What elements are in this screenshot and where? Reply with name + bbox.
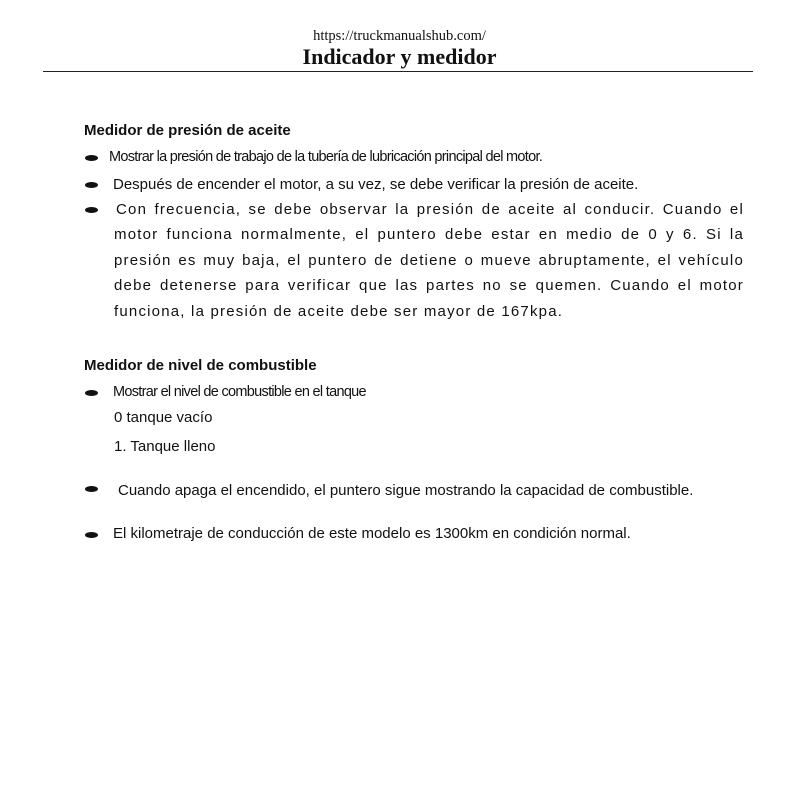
fuel-bullet-3: El kilometraje de conducción de este modelo es 1300km en condición normal. (113, 525, 631, 542)
bullet-icon (85, 390, 98, 396)
fuel-bullet-1: Mostrar el nivel de combustible en el tanque (113, 384, 366, 400)
page-title: Indicador y medidor (302, 44, 497, 69)
header-divider (43, 71, 753, 72)
fuel-level-full: 1. Tanque lleno (114, 438, 216, 455)
fuel-level-empty: 0 tanque vacío (114, 409, 213, 426)
oil-bullet-1: Mostrar la presión de trabajo de la tubería de lubricación principal del motor. (109, 149, 543, 165)
fuel-bullet-2: Cuando apaga el encendido, el puntero sigue mostrando la capacidad de combustible. (118, 482, 694, 499)
section-heading-fuel-level: Medidor de nivel de combustible (84, 357, 317, 374)
section-heading-oil-pressure: Medidor de presión de aceite (84, 122, 291, 139)
bullet-icon (85, 155, 98, 161)
oil-bullet-2: Después de encender el motor, a su vez, se debe verificar la presión de aceite. (113, 176, 639, 193)
bullet-icon (85, 532, 98, 538)
bullet-icon (85, 182, 98, 188)
oil-bullet-3: Con frecuencia, se debe observar la presión de aceite al conducir. Cuando el motor funciona normalmente, el puntero debe estar en medio de 0 y 6. Si la presión es muy baja, el puntero de detiene o mueve abruptamente, el vehículo debe detenerse para verificar que las partes no se quemen. Cuando el motor funciona, la presión de aceite debe ser mayor de 167kpa. (114, 201, 744, 320)
source-url[interactable]: https://truckmanualshub.com/ (313, 28, 486, 44)
bullet-icon (85, 207, 98, 213)
